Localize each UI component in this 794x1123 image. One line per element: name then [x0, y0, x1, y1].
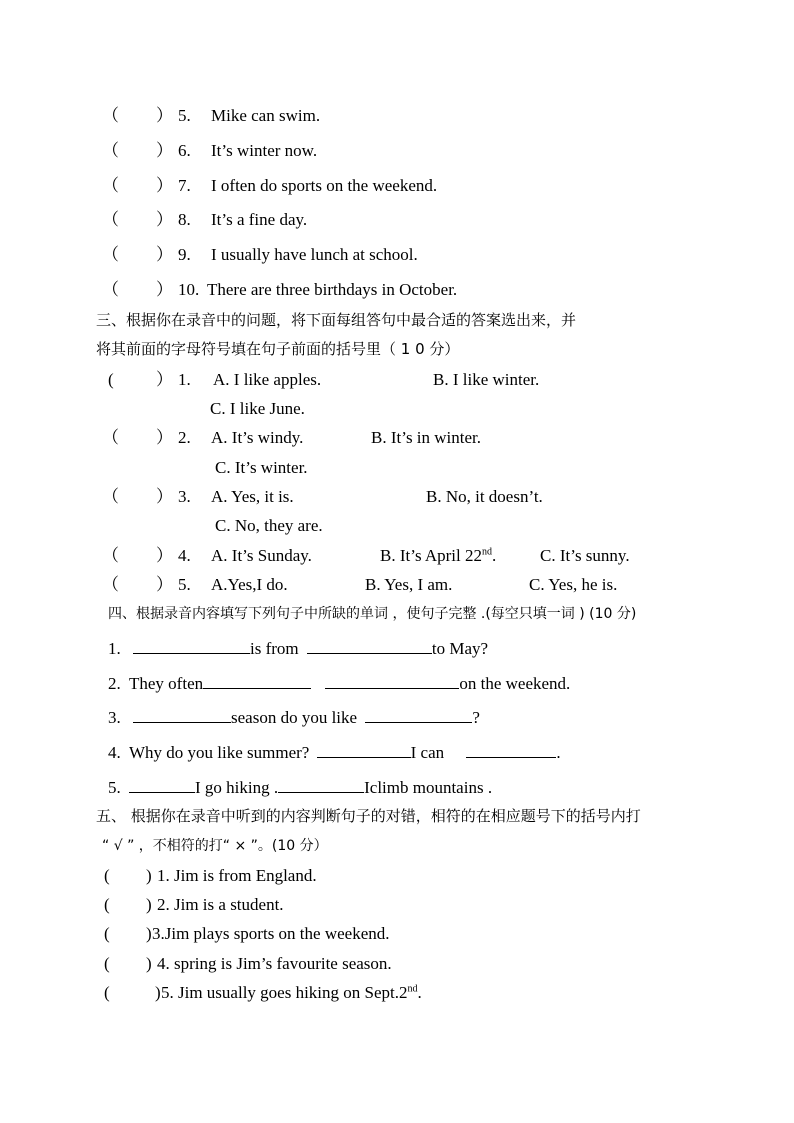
item-text: I usually have lunch at school.: [211, 245, 418, 264]
option-b: B. Yes, I am.: [365, 575, 453, 594]
close-bracket: ）: [156, 487, 173, 506]
fill-sentence: [108, 777, 492, 798]
item-number: 3.: [178, 487, 191, 506]
option-a: A. It’s windy.: [211, 428, 304, 447]
open-bracket: （: [102, 280, 119, 299]
open-bracket: (: [104, 954, 110, 973]
ordinal-suffix: nd: [482, 546, 493, 558]
section5-heading-cont: “ √ ” ，不相符的打“ × ”。(10 分）: [102, 838, 328, 854]
option-c: C. No, they are.: [215, 516, 323, 535]
item-number: 5.: [108, 778, 121, 797]
answer-blank[interactable]: [278, 777, 364, 793]
close-bracket: ): [146, 866, 152, 885]
item-text: It’s a fine day.: [211, 210, 308, 229]
option-a: A. Yes, it is.: [211, 487, 294, 506]
answer-blank[interactable]: [307, 638, 432, 654]
close-bracket: ）: [156, 428, 173, 447]
item-number: 9.: [178, 245, 191, 264]
item-number: 4.: [108, 743, 121, 762]
item-text: Mike can swim.: [211, 106, 321, 125]
section5-heading: 五、 根据你在录音中听到的内容判断句子的对错，相符的在相应题号下的括号内打: [96, 807, 641, 825]
option-b: B. No, it doesn’t.: [426, 487, 543, 506]
sentence-part: Iclimb mountains .: [364, 778, 493, 797]
sentence-part: on the weekend.: [459, 674, 571, 693]
open-bracket: （: [102, 546, 119, 565]
open-bracket: (: [104, 924, 110, 943]
sentence-part: They often: [129, 674, 204, 693]
open-bracket: (: [104, 895, 110, 914]
item-number: 7.: [178, 176, 191, 195]
open-bracket: （: [102, 428, 119, 447]
item-number: 4.: [178, 546, 191, 565]
item-number: 6.: [178, 141, 191, 160]
item-text: 2. Jim is a student.: [157, 895, 284, 914]
open-bracket: （: [102, 106, 119, 125]
open-bracket: (: [108, 370, 114, 389]
fill-sentence: [108, 707, 480, 728]
item-number: 10.: [178, 280, 200, 299]
item-number: 1.: [108, 639, 121, 658]
item-number: 5.: [178, 106, 191, 125]
fill-sentence: [108, 742, 561, 763]
section3-heading: 三、根据你在录音中的问题，将下面每组答句中最合适的答案选出来，并: [96, 311, 577, 329]
option-c: C. I like June.: [210, 399, 305, 418]
sentence-part: season do you like: [231, 708, 358, 727]
open-bracket: (: [104, 866, 110, 885]
option-a: A. I like apples.: [213, 370, 322, 389]
answer-blank[interactable]: [325, 673, 459, 689]
answer-blank[interactable]: [129, 777, 195, 793]
open-bracket: （: [102, 487, 119, 506]
sentence-part: I go hiking .: [195, 778, 279, 797]
close-bracket: ）: [156, 210, 173, 229]
option-b: [380, 546, 496, 566]
close-bracket: ): [146, 924, 152, 943]
open-bracket: （: [102, 245, 119, 264]
item-number: 3.: [108, 708, 121, 727]
item-number: 8.: [178, 210, 191, 229]
close-bracket: ): [155, 983, 161, 1002]
close-bracket: ）: [156, 106, 173, 125]
close-bracket: ）: [156, 370, 173, 389]
option-b: B. I like winter.: [433, 370, 540, 389]
item-text: 3.Jim plays sports on the weekend.: [152, 924, 390, 943]
item-text: It’s winter now.: [211, 141, 318, 160]
item-text: There are three birthdays in October.: [207, 280, 458, 299]
item-text-main: 5. Jim usually goes hiking on Sept.2: [161, 983, 408, 1002]
fill-sentence: [108, 638, 488, 659]
answer-blank[interactable]: [365, 707, 472, 723]
option-a: A. It’s Sunday.: [211, 546, 312, 565]
item-text: 1. Jim is from England.: [157, 866, 317, 885]
answer-blank[interactable]: [133, 638, 250, 654]
item-number: 5.: [178, 575, 191, 594]
open-bracket: （: [102, 575, 119, 594]
option-c: C. It’s sunny.: [540, 546, 630, 565]
close-bracket: ）: [156, 575, 173, 594]
option-a: A.Yes,I do.: [211, 575, 288, 594]
item-text: [161, 983, 422, 1003]
sentence-part: ?: [472, 708, 480, 727]
option-b: B. It’s in winter.: [371, 428, 482, 447]
item-text: 4. spring is Jim’s favourite season.: [157, 954, 392, 973]
answer-blank[interactable]: [317, 742, 411, 758]
close-bracket: ）: [156, 141, 173, 160]
close-bracket: ): [146, 895, 152, 914]
open-bracket: （: [102, 176, 119, 195]
answer-blank[interactable]: [203, 673, 311, 689]
sentence-part: Why do you like summer?: [129, 743, 310, 762]
open-bracket: (: [104, 983, 110, 1002]
fill-sentence: [108, 673, 570, 694]
sentence-part: to May?: [431, 639, 489, 658]
close-bracket: ）: [156, 176, 173, 195]
close-bracket: ）: [156, 245, 173, 264]
open-bracket: （: [102, 210, 119, 229]
answer-blank[interactable]: [466, 742, 556, 758]
sentence-part: is from: [250, 639, 299, 658]
item-number: 1.: [178, 370, 191, 389]
item-text: I often do sports on the weekend.: [211, 176, 438, 195]
section4-heading: 四、根据录音内容填写下列句子中所缺的单词 ，使句子完整 .(每空只填一词 ) (10 分): [108, 606, 637, 622]
item-number: 2.: [178, 428, 191, 447]
option-b-text: B. It’s April 22: [380, 546, 483, 565]
close-bracket: ）: [156, 546, 173, 565]
close-bracket: ）: [156, 280, 173, 299]
item-number: 2.: [108, 674, 121, 693]
option-b-punct: .: [492, 546, 497, 565]
sentence-part: .: [556, 743, 561, 762]
open-bracket: （: [102, 141, 119, 160]
section3-heading-cont: 将其前面的字母符号填在句子前面的括号里（ 1 0 分）: [96, 340, 460, 358]
sentence-part: I can: [410, 743, 445, 762]
ordinal-suffix: nd: [407, 983, 418, 995]
item-text-punct: .: [417, 983, 422, 1002]
close-bracket: ): [146, 954, 152, 973]
option-c: C. It’s winter.: [215, 458, 308, 477]
option-c: C. Yes, he is.: [529, 575, 618, 594]
answer-blank[interactable]: [133, 707, 231, 723]
